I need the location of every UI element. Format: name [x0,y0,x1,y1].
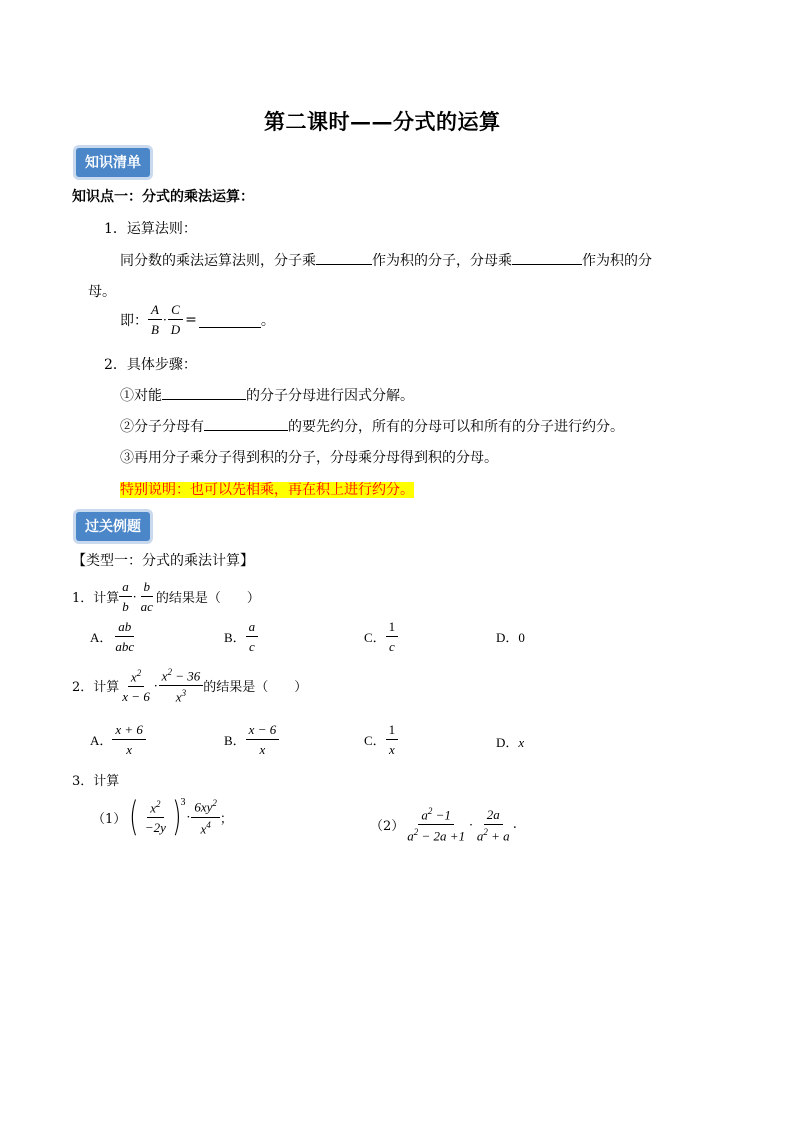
q3-p2-fraction-2 [474,807,513,843]
special-note [120,479,414,499]
option-num: 1 [386,619,399,637]
times-dot: · [469,817,473,832]
q3-p2-f2-num: 2a [484,807,503,825]
times-dot: · [153,678,158,693]
option-fraction [112,619,137,654]
q3-part1-label: （1） [92,811,127,827]
q1-f1-den: b [122,599,129,614]
rule-text-d: 母。 [88,284,116,300]
rule-text-b: 作为积的分子，分母乘 [372,253,512,269]
formula-prefix: 即： [120,312,148,329]
rule-text-line1 [120,249,652,270]
option-fraction [246,619,259,654]
option-den: x [259,742,266,757]
blank-2 [512,249,582,265]
q3-p2-f2-den: $a^2 + a$ [476,826,510,843]
option-fraction [386,619,399,654]
option-num: a [246,619,259,637]
q3-part2-label: （2） [370,819,405,835]
option-num: ab [115,619,134,637]
option-letter: A． [90,630,113,645]
question-2 [72,667,307,705]
formula-line [120,302,275,337]
formula-fraction-c-d [168,302,183,337]
page-title: 第二课时——分式的运算 [264,109,501,134]
option-num: x + 6 [112,722,146,740]
q2-f2-den: $x^3$ [175,688,187,705]
formula-D: D [170,322,181,337]
right-paren: ) [172,794,182,840]
q3-p1-f2-num: $6xy^2$ [191,798,220,817]
blank-step2 [204,415,288,431]
q1-fraction-1 [119,579,132,614]
step-3: ③再用分子乘分子得到积的分子，分母乘分母得到积的分母。 [120,450,498,466]
step2-a: ②分子分母有 [120,419,204,435]
formula-blank [199,312,261,328]
times-dot: · [186,810,191,824]
q1-f1-num: a [119,579,132,597]
q1-option-d[interactable] [496,627,525,646]
q1-option-c[interactable] [364,619,398,654]
q1-suffix: 的结果是（ ） [155,591,260,606]
option-fraction [112,722,146,757]
q3-p1-f2-den: $x^4$ [200,819,211,836]
q2-fraction-2 [159,667,204,705]
formula-fraction-a-b [148,302,162,337]
q3-part2-end: . [512,817,517,833]
q2-prefix: 2．计算 [72,680,120,696]
q3-p1-f1-den: −2y [144,820,166,836]
steps-heading: 2．具体步骤： [104,357,197,373]
q2-option-c[interactable] [364,722,398,757]
option-num: 1 [386,722,399,740]
option-num: x − 6 [246,722,280,740]
section-badge-knowledge: 知识清单 [76,148,150,177]
option-value: x [518,735,525,750]
formula-eq: = [185,311,197,328]
rule-text-a: 同分数的乘法运算法则，分子乘 [120,253,316,269]
option-letter: C． [364,630,386,645]
step-2 [120,415,624,436]
point1-heading: 知识点一：分式的乘法运算： [72,189,254,205]
formula-C: C [168,302,183,320]
option-den: x [389,742,395,757]
question-1 [72,579,260,614]
q2-f2-num: $x^2 - 36$ [159,667,204,686]
step-1 [120,384,414,405]
q2-suffix: 的结果是（ ） [203,680,308,696]
question-3: 3．计算 [72,774,120,789]
option-den: c [249,639,255,654]
option-den: x [126,742,133,757]
section-badge-examples: 过关例题 [76,512,150,541]
q2-f1-den: x − 6 [122,688,150,704]
q2-f1-num: $x^2$ [128,668,144,687]
q2-fraction-1 [119,668,153,704]
option-letter: B． [224,630,246,645]
formula-end: 。 [260,312,275,329]
q2-option-b[interactable] [224,722,279,757]
step1-a: ①对能 [120,388,162,404]
q3-part-2 [370,806,517,844]
option-letter: D． [496,735,519,750]
option-den: c [389,639,395,654]
option-letter: A． [90,733,113,748]
q2-option-a[interactable] [90,722,146,757]
times-dot: · [132,589,137,604]
q2-option-d[interactable] [496,732,524,751]
q1-option-a[interactable] [90,619,137,654]
q1-option-b[interactable] [224,619,258,654]
step2-b: 的要先约分，所有的分母可以和所有的分子进行约分。 [288,419,624,435]
q3-p2-f1-num: $a^2 -1$ [418,806,454,825]
blank-1 [316,249,372,265]
rule-heading: 1．运算法则： [104,221,197,237]
q3-p1-fraction-1 [142,799,169,835]
q1-fraction-2 [138,579,156,614]
q1-prefix: 1．计算 [72,591,120,606]
formula-B: B [151,322,159,337]
q3-p2-f1-den: $a^2 - 2a +1$ [407,827,466,844]
exponent-3: 3 [180,797,186,808]
option-fraction [386,722,399,757]
option-letter: B． [224,733,246,748]
blank-step1 [162,384,246,400]
rule-text-c: 作为积的分 [582,253,652,269]
option-fraction [246,722,280,757]
option-value: 0 [518,630,525,645]
q1-f2-den: ac [140,599,153,614]
option-letter: C． [364,733,386,748]
option-den: abc [115,639,135,654]
option-letter: D． [496,630,519,645]
special-note-text: 特别说明：也可以先相乘，再在积上进行约分。 [120,482,414,498]
q3-p1-fraction-2 [191,798,220,836]
times-dot: · [162,312,167,327]
formula-A: A [148,302,162,320]
q3-part-1 [92,794,233,840]
q3-part1-end: ； [219,811,233,827]
q3-p1-f1-num: $x^2$ [147,799,163,818]
q1-f2-num: b [141,579,154,597]
type1-heading: 【类型一：分式的乘法计算】 [72,553,254,569]
step1-b: 的分子分母进行因式分解。 [246,388,414,404]
left-paren: ( [129,794,139,840]
q3-p2-fraction-1 [404,806,468,844]
